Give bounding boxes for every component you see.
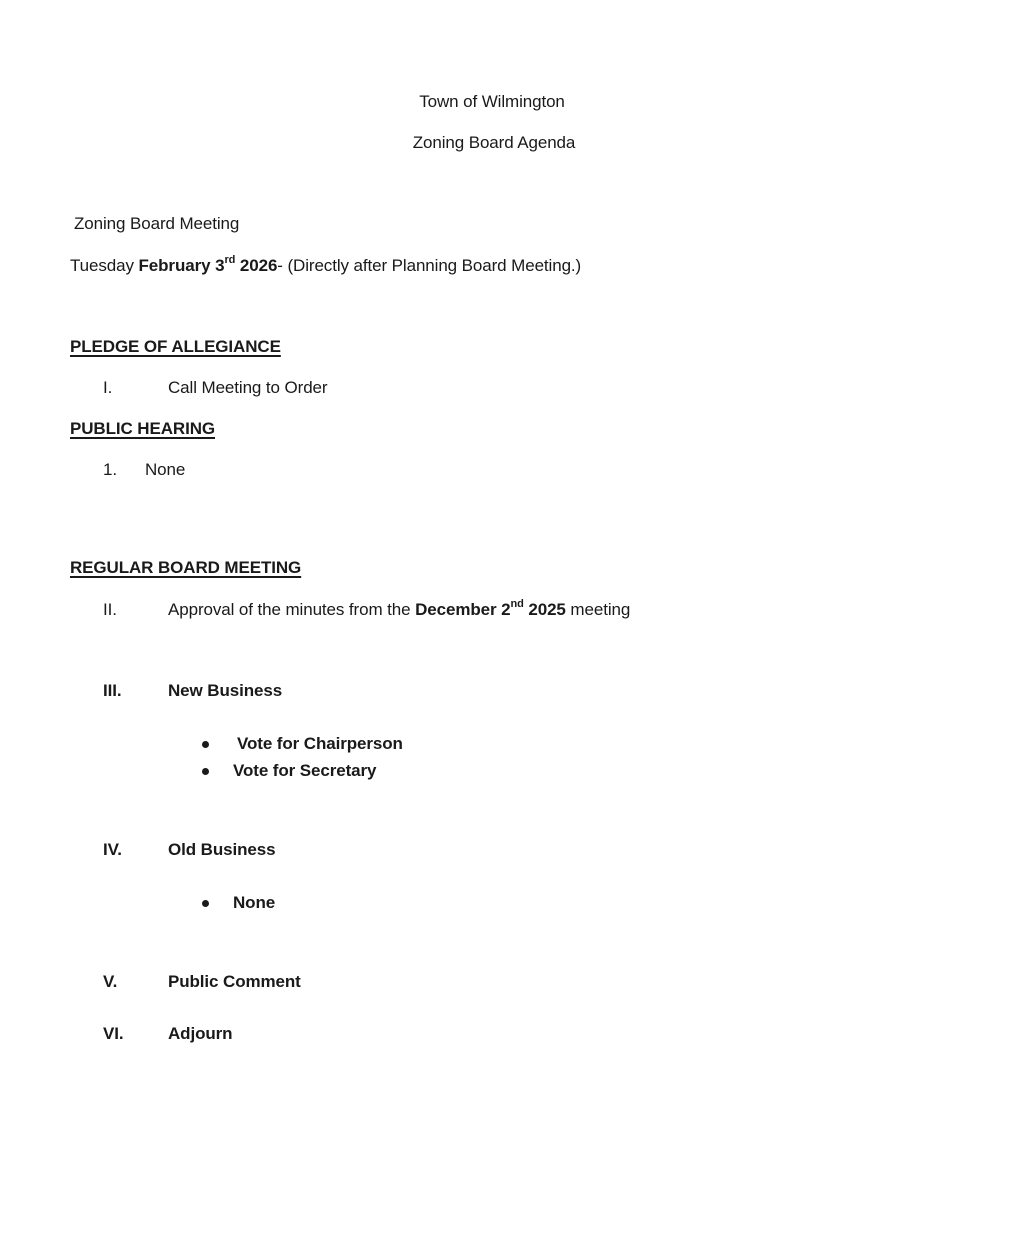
item-ii-number: II. [103, 600, 117, 619]
list-item: None [233, 893, 276, 912]
bullet-dot [202, 900, 209, 907]
item-v-number: V. [103, 972, 118, 991]
item-i-text: Call Meeting to Order [168, 378, 328, 397]
list-item: Vote for Secretary [233, 761, 377, 780]
list-item: Vote for Chairperson [237, 734, 403, 753]
meeting-date: February 3rd 2026 [138, 254, 278, 275]
item-iv-number: IV. [103, 840, 122, 859]
meeting-date-line [70, 255, 581, 277]
item-vi-text: Adjourn [168, 1024, 233, 1043]
section-regular-meeting: REGULAR BOARD MEETING [70, 558, 302, 577]
public-hearing-text: None [145, 460, 186, 479]
public-hearing-number: 1. [103, 460, 117, 479]
item-v-text: Public Comment [168, 972, 301, 991]
item-vi-number: VI. [103, 1024, 124, 1043]
meeting-day: Tuesday [70, 256, 134, 275]
section-pledge: PLEDGE OF ALLEGIANCE [70, 337, 281, 356]
bullet-dot [202, 741, 209, 748]
item-iv-text: Old Business [168, 840, 276, 859]
bullet-dot [202, 768, 209, 775]
item-ii-text: Approval of the minutes from the December 2nd 2025 meeting [168, 598, 631, 619]
item-i-number: I. [103, 378, 113, 397]
agenda-title: Zoning Board Agenda [412, 133, 576, 152]
item-iii-text: New Business [168, 681, 283, 700]
section-public-hearing: PUBLIC HEARING [70, 419, 215, 438]
town-title: Town of Wilmington [419, 92, 565, 111]
item-iii-number: III. [103, 681, 122, 700]
meeting-note: - (Directly after Planning Board Meeting.) [277, 256, 582, 275]
meeting-title: Zoning Board Meeting [74, 214, 240, 233]
